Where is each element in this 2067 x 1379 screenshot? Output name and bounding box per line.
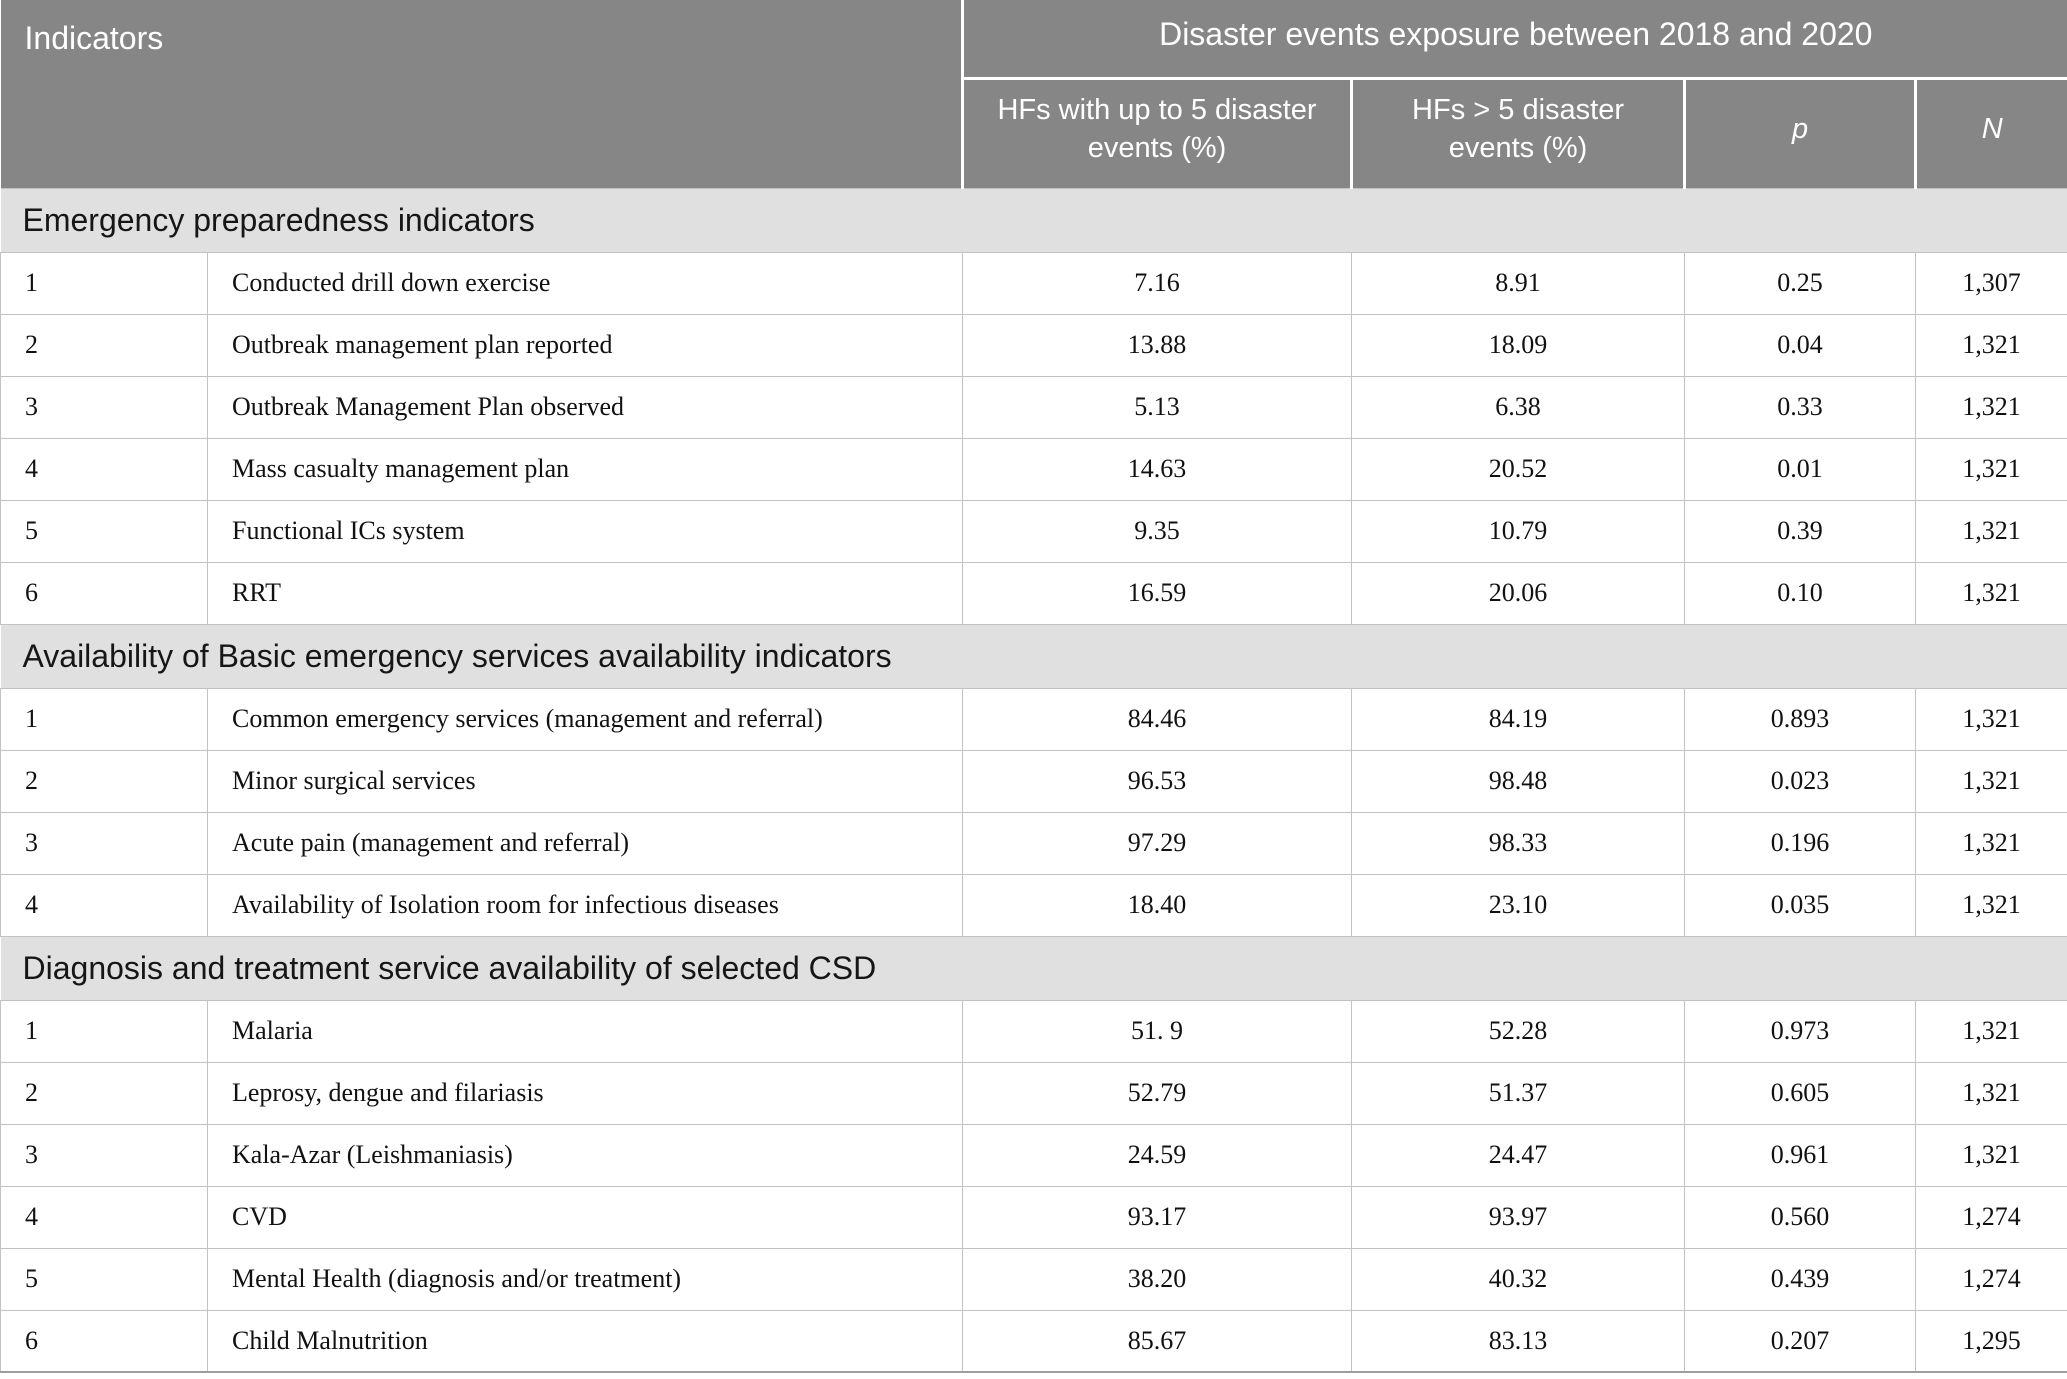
value-hfs-gt-5: 93.97 <box>1352 1186 1685 1248</box>
row-number: 3 <box>1 1124 208 1186</box>
value-p: 0.33 <box>1685 376 1916 438</box>
value-hfs-up-to-5: 96.53 <box>963 750 1352 812</box>
row-number: 4 <box>1 1186 208 1248</box>
value-n: 1,321 <box>1916 376 2067 438</box>
value-hfs-gt-5: 18.09 <box>1352 314 1685 376</box>
table-body <box>1 188 2067 1372</box>
value-hfs-gt-5: 84.19 <box>1352 688 1685 750</box>
row-number: 2 <box>1 314 208 376</box>
indicator-label: Conducted drill down exercise <box>208 252 963 314</box>
indicator-label: Acute pain (management and referral) <box>208 812 963 874</box>
section-row <box>1 188 2067 252</box>
value-n: 1,321 <box>1916 562 2067 624</box>
row-number: 3 <box>1 812 208 874</box>
value-p: 0.961 <box>1685 1124 1916 1186</box>
value-n: 1,321 <box>1916 874 2067 936</box>
indicator-label: Common emergency services (management and referral) <box>208 688 963 750</box>
value-hfs-up-to-5: 38.20 <box>963 1248 1352 1310</box>
indicator-label: Availability of Isolation room for infectious diseases <box>208 874 963 936</box>
row-number: 6 <box>1 1310 208 1372</box>
indicator-label: Outbreak Management Plan observed <box>208 376 963 438</box>
value-p: 0.196 <box>1685 812 1916 874</box>
section-row <box>1 624 2067 688</box>
row-number: 1 <box>1 252 208 314</box>
value-hfs-up-to-5: 18.40 <box>963 874 1352 936</box>
value-hfs-up-to-5: 7.16 <box>963 252 1352 314</box>
row-number: 3 <box>1 376 208 438</box>
table-row <box>1 750 2067 812</box>
table-row <box>1 1248 2067 1310</box>
value-p: 0.207 <box>1685 1310 1916 1372</box>
table-row <box>1 438 2067 500</box>
value-n: 1,295 <box>1916 1310 2067 1372</box>
table-row <box>1 688 2067 750</box>
row-number: 1 <box>1 688 208 750</box>
value-hfs-up-to-5: 13.88 <box>963 314 1352 376</box>
value-hfs-up-to-5: 16.59 <box>963 562 1352 624</box>
value-p: 0.01 <box>1685 438 1916 500</box>
value-hfs-gt-5: 20.06 <box>1352 562 1685 624</box>
value-n: 1,321 <box>1916 1124 2067 1186</box>
row-number: 6 <box>1 562 208 624</box>
indicator-label: CVD <box>208 1186 963 1248</box>
col-header-hfs-gt-5: HFs > 5 disaster events (%) <box>1352 78 1685 188</box>
value-p: 0.10 <box>1685 562 1916 624</box>
section-title: Diagnosis and treatment service availability of selected CSD <box>1 936 2067 1000</box>
value-p: 0.035 <box>1685 874 1916 936</box>
indicator-label: Outbreak management plan reported <box>208 314 963 376</box>
indicator-label: Malaria <box>208 1000 963 1062</box>
value-n: 1,321 <box>1916 1000 2067 1062</box>
indicator-label: Leprosy, dengue and filariasis <box>208 1062 963 1124</box>
value-p: 0.04 <box>1685 314 1916 376</box>
value-p: 0.973 <box>1685 1000 1916 1062</box>
value-hfs-up-to-5: 51. 9 <box>963 1000 1352 1062</box>
value-n: 1,321 <box>1916 314 2067 376</box>
indicator-label: Mental Health (diagnosis and/or treatment) <box>208 1248 963 1310</box>
value-hfs-gt-5: 20.52 <box>1352 438 1685 500</box>
indicator-label: RRT <box>208 562 963 624</box>
value-hfs-gt-5: 8.91 <box>1352 252 1685 314</box>
value-n: 1,321 <box>1916 500 2067 562</box>
value-n: 1,321 <box>1916 812 2067 874</box>
value-hfs-gt-5: 24.47 <box>1352 1124 1685 1186</box>
col-header-hfs-up-to-5: HFs with up to 5 disaster events (%) <box>963 78 1352 188</box>
table-row <box>1 1124 2067 1186</box>
value-n: 1,321 <box>1916 688 2067 750</box>
value-hfs-up-to-5: 5.13 <box>963 376 1352 438</box>
table-row <box>1 1000 2067 1062</box>
row-number: 2 <box>1 750 208 812</box>
value-hfs-gt-5: 51.37 <box>1352 1062 1685 1124</box>
table-row <box>1 500 2067 562</box>
row-number: 4 <box>1 438 208 500</box>
row-number: 1 <box>1 1000 208 1062</box>
value-hfs-up-to-5: 52.79 <box>963 1062 1352 1124</box>
section-title: Availability of Basic emergency services availability indicators <box>1 624 2067 688</box>
table-row <box>1 562 2067 624</box>
value-p: 0.25 <box>1685 252 1916 314</box>
row-number: 5 <box>1 500 208 562</box>
table-row <box>1 1062 2067 1124</box>
value-p: 0.605 <box>1685 1062 1916 1124</box>
indicator-label: Child Malnutrition <box>208 1310 963 1372</box>
table-header <box>1 0 2067 188</box>
col-header-p-value: p <box>1685 78 1916 188</box>
value-n: 1,274 <box>1916 1248 2067 1310</box>
value-n: 1,274 <box>1916 1186 2067 1248</box>
indicator-label: Kala-Azar (Leishmaniasis) <box>208 1124 963 1186</box>
table-row <box>1 314 2067 376</box>
value-hfs-gt-5: 83.13 <box>1352 1310 1685 1372</box>
table-row <box>1 874 2067 936</box>
indicator-label: Minor surgical services <box>208 750 963 812</box>
value-hfs-gt-5: 6.38 <box>1352 376 1685 438</box>
value-n: 1,321 <box>1916 1062 2067 1124</box>
indicator-label: Mass casualty management plan <box>208 438 963 500</box>
value-hfs-gt-5: 23.10 <box>1352 874 1685 936</box>
value-n: 1,307 <box>1916 252 2067 314</box>
value-n: 1,321 <box>1916 750 2067 812</box>
value-hfs-gt-5: 98.48 <box>1352 750 1685 812</box>
value-hfs-gt-5: 40.32 <box>1352 1248 1685 1310</box>
value-p: 0.39 <box>1685 500 1916 562</box>
col-header-n: N <box>1916 78 2067 188</box>
table-row <box>1 1310 2067 1372</box>
value-hfs-up-to-5: 85.67 <box>963 1310 1352 1372</box>
value-hfs-gt-5: 98.33 <box>1352 812 1685 874</box>
value-p: 0.560 <box>1685 1186 1916 1248</box>
value-hfs-gt-5: 52.28 <box>1352 1000 1685 1062</box>
value-p: 0.439 <box>1685 1248 1916 1310</box>
row-number: 2 <box>1 1062 208 1124</box>
disaster-exposure-group-header: Disaster events exposure between 2018 and 2020 <box>963 0 2067 78</box>
value-n: 1,321 <box>1916 438 2067 500</box>
value-hfs-gt-5: 10.79 <box>1352 500 1685 562</box>
row-number: 4 <box>1 874 208 936</box>
row-number: 5 <box>1 1248 208 1310</box>
value-hfs-up-to-5: 24.59 <box>963 1124 1352 1186</box>
table-row <box>1 376 2067 438</box>
indicators-column-header: Indicators <box>1 0 963 188</box>
value-p: 0.893 <box>1685 688 1916 750</box>
value-hfs-up-to-5: 84.46 <box>963 688 1352 750</box>
indicator-label: Functional ICs system <box>208 500 963 562</box>
section-title: Emergency preparedness indicators <box>1 188 2067 252</box>
table-row <box>1 812 2067 874</box>
value-hfs-up-to-5: 9.35 <box>963 500 1352 562</box>
value-hfs-up-to-5: 93.17 <box>963 1186 1352 1248</box>
section-row <box>1 936 2067 1000</box>
value-hfs-up-to-5: 14.63 <box>963 438 1352 500</box>
value-hfs-up-to-5: 97.29 <box>963 812 1352 874</box>
table-row <box>1 1186 2067 1248</box>
table-row <box>1 252 2067 314</box>
value-p: 0.023 <box>1685 750 1916 812</box>
